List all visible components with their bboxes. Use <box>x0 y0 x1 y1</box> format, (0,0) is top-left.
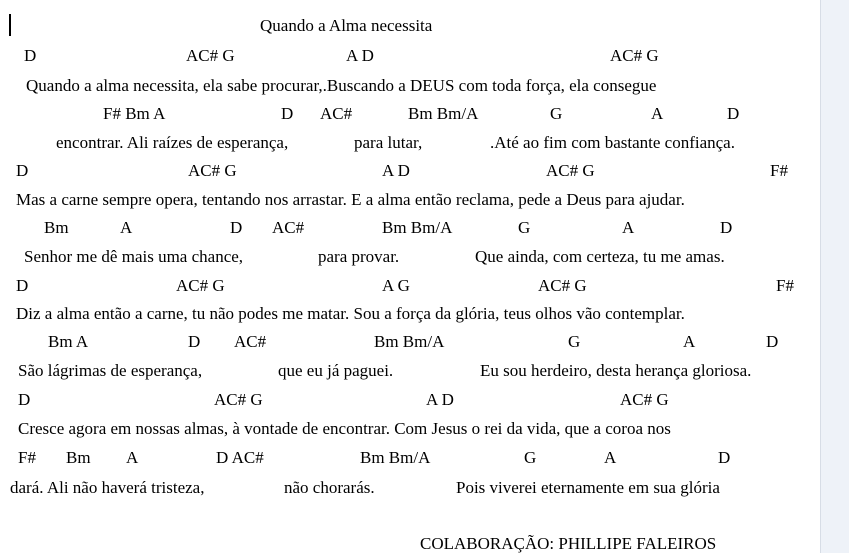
chord: F# <box>776 276 794 295</box>
chord: AC# <box>272 218 305 237</box>
chord: A D <box>382 161 410 180</box>
song-title: Quando a Alma necessita <box>260 16 433 35</box>
chord: D <box>18 390 31 409</box>
lyric-line: Senhor me dê mais uma chance, <box>24 247 244 266</box>
lyric-line: para provar. <box>318 247 400 266</box>
chord: Bm A <box>48 332 89 351</box>
chord: AC# G <box>176 276 225 295</box>
chord: Bm <box>66 448 91 467</box>
chord: D <box>281 104 294 123</box>
chord: AC# G <box>188 161 237 180</box>
chord: D <box>230 218 243 237</box>
chord: AC# G <box>538 276 587 295</box>
chord: D AC# <box>216 448 264 467</box>
chord: A D <box>346 46 374 65</box>
chord: AC# <box>234 332 267 351</box>
chord: D <box>720 218 733 237</box>
lyric-line: não chorarás. <box>284 478 375 497</box>
lyric-line: que eu já paguei. <box>278 361 394 380</box>
lyric-line: para lutar, <box>354 133 423 152</box>
chord: D <box>718 448 731 467</box>
lyric-line: encontrar. Ali raízes de esperança, <box>56 133 289 152</box>
window-margin <box>820 0 849 553</box>
chord: D <box>727 104 740 123</box>
lyric-line: Mas a carne sempre opera, tentando nos arrastar. E a alma então reclama, pede a Deus para ajudar. <box>16 190 685 209</box>
chord: A <box>604 448 617 467</box>
chord: A G <box>382 276 410 295</box>
chord: G <box>524 448 537 467</box>
chord: A <box>651 104 664 123</box>
lyric-line: Cresce agora em nossas almas, à vontade de encontrar. Com Jesus o rei da vida, que a coroa nos <box>18 419 671 438</box>
chord: AC# G <box>620 390 669 409</box>
lyric-line: Quando a alma necessita, ela sabe procurar,.Buscando a DEUS com toda força, ela consegue <box>26 76 657 95</box>
chord: G <box>550 104 563 123</box>
chord: A <box>120 218 133 237</box>
chord: Bm Bm/A <box>374 332 445 351</box>
lyric-line: Eu sou herdeiro, desta herança gloriosa. <box>480 361 752 380</box>
lyric-line: dará. Ali não haverá tristeza, <box>10 478 205 497</box>
lyric-line: .Até ao fim com bastante confiança. <box>490 133 735 152</box>
chord: F# <box>770 161 788 180</box>
text-cursor <box>9 14 11 36</box>
chord: D <box>766 332 779 351</box>
lyric-line: Que ainda, com certeza, tu me amas. <box>475 247 725 266</box>
lyric-line: Pois viverei eternamente em sua glória <box>456 478 720 497</box>
chord: A <box>126 448 139 467</box>
chord: D <box>188 332 201 351</box>
chord: D <box>16 276 29 295</box>
chord: Bm <box>44 218 69 237</box>
chord: AC# G <box>546 161 595 180</box>
lyric-line: São lágrimas de esperança, <box>18 361 203 380</box>
chord: AC# <box>320 104 353 123</box>
chord: AC# G <box>610 46 659 65</box>
chord: AC# G <box>186 46 235 65</box>
chord: F# <box>18 448 36 467</box>
chord: A D <box>426 390 454 409</box>
chord: Bm Bm/A <box>382 218 453 237</box>
credit-line: COLABORAÇÃO: PHILLIPE FALEIROS <box>420 534 717 553</box>
chord: G <box>568 332 581 351</box>
chord: AC# G <box>214 390 263 409</box>
chord: G <box>518 218 531 237</box>
chord: A <box>683 332 696 351</box>
chord: D <box>24 46 37 65</box>
chord: F# Bm A <box>103 104 166 123</box>
chord: D <box>16 161 29 180</box>
chord: A <box>622 218 635 237</box>
lyric-line: Diz a alma então a carne, tu não podes me matar. Sou a força da glória, teus olhos vão contemplar. <box>16 304 685 323</box>
chord: Bm Bm/A <box>408 104 479 123</box>
chord: Bm Bm/A <box>360 448 431 467</box>
